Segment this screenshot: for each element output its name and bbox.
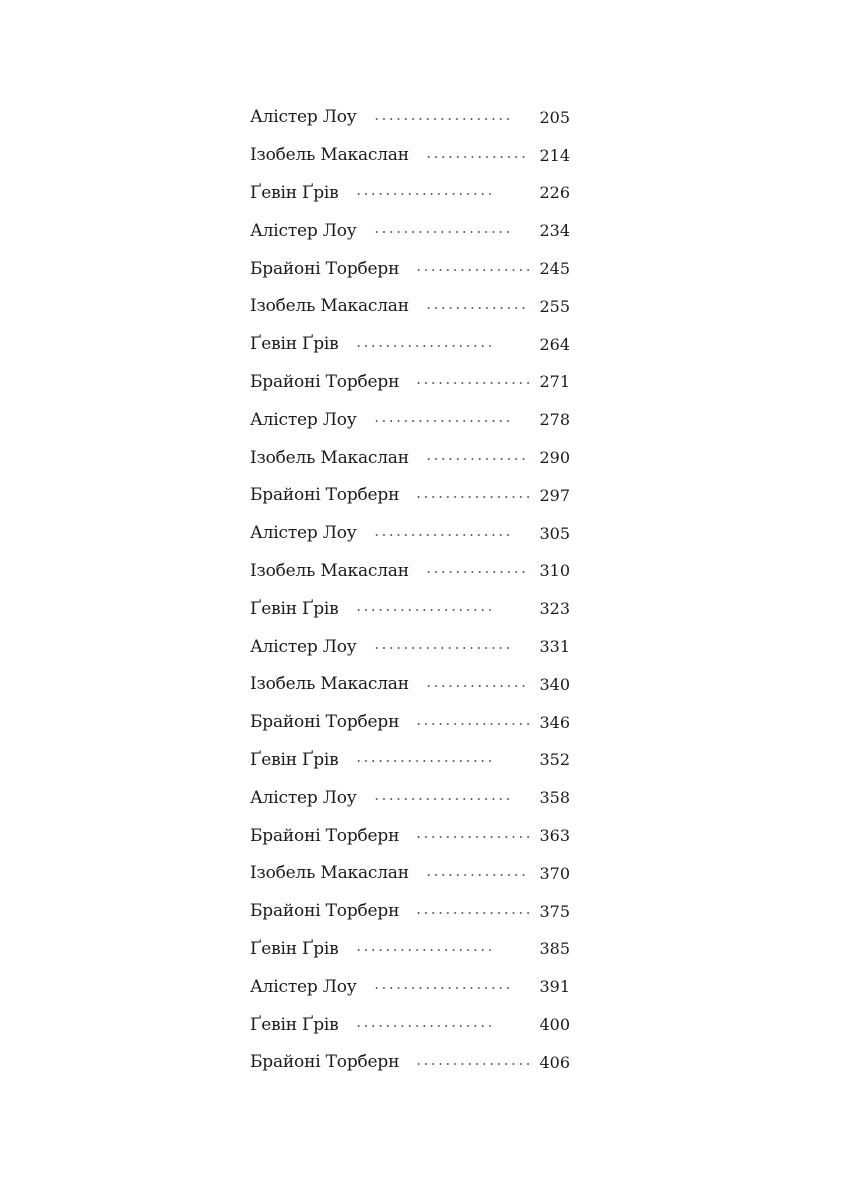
toc-entry [250, 666, 570, 704]
dot-leader [415, 496, 530, 498]
toc-entry-title: Брайоні Торберн [250, 485, 400, 506]
dot-leader [355, 760, 495, 762]
toc-entry [250, 855, 570, 893]
dot-leader [425, 458, 530, 460]
toc-entry-page-number: 385 [539, 939, 570, 959]
dot-leader [425, 685, 530, 687]
toc-entry-title: Алістер Лоу [250, 523, 357, 544]
toc-entry [250, 401, 570, 439]
toc-entry-page-number: 214 [539, 145, 570, 165]
dot-leader [415, 1063, 530, 1065]
dot-leader [425, 156, 530, 158]
toc-entry-title: Брайоні Торберн [250, 901, 400, 922]
toc-entry-page-number: 278 [539, 410, 570, 430]
toc-entry-page-number: 375 [539, 901, 570, 921]
toc-entry-page-number: 406 [539, 1052, 570, 1072]
dot-leader [415, 382, 530, 384]
dot-leader [425, 307, 530, 309]
dot-leader [425, 571, 530, 573]
toc-entry-title: Брайоні Торберн [250, 1052, 400, 1073]
toc-entry-page-number: 205 [539, 107, 570, 127]
toc-entry-page-number: 271 [539, 372, 570, 392]
toc-entry [250, 137, 570, 175]
toc-entry-title: Ізобель Макаслан [250, 145, 409, 166]
toc-entry-title: Алістер Лоу [250, 787, 357, 808]
toc-entry-title: Алістер Лоу [250, 220, 357, 241]
toc-entry-page-number: 346 [539, 712, 570, 732]
dot-leader [373, 987, 513, 989]
toc-entry-title: Брайоні Торберн [250, 825, 400, 846]
toc-entry [250, 326, 570, 364]
toc-entry [250, 628, 570, 666]
toc-entry-page-number: 310 [539, 561, 570, 581]
toc-entry [250, 99, 570, 137]
toc-entry-page-number: 358 [539, 788, 570, 808]
toc-entry-page-number: 340 [539, 674, 570, 694]
toc-entry-page-number: 297 [539, 485, 570, 505]
toc-entry-title: Ґевін Ґрів [250, 182, 339, 203]
dot-leader [355, 609, 495, 611]
toc-entry-title: Ізобель Макаслан [250, 674, 409, 695]
toc-entry-title: Брайоні Торберн [250, 371, 400, 392]
dot-leader [355, 345, 495, 347]
toc-entry-page-number: 245 [539, 259, 570, 279]
toc-entry-title: Брайоні Торберн [250, 258, 400, 279]
dot-leader [415, 836, 530, 838]
toc-entry-title: Ґевін Ґрів [250, 598, 339, 619]
dot-leader [415, 723, 530, 725]
toc-entry [250, 1006, 570, 1044]
toc-entry [250, 212, 570, 250]
toc-entry-title: Брайоні Торберн [250, 712, 400, 733]
toc-entry [250, 477, 570, 515]
toc-entry-page-number: 264 [539, 334, 570, 354]
toc-entry-page-number: 290 [539, 448, 570, 468]
toc-entry [250, 288, 570, 326]
toc-entry-title: Ґевін Ґрів [250, 938, 339, 959]
dot-leader [373, 647, 513, 649]
dot-leader [373, 798, 513, 800]
toc-entry [250, 515, 570, 553]
toc-entry-title: Алістер Лоу [250, 976, 357, 997]
toc-entry-page-number: 370 [539, 863, 570, 883]
toc-entry-page-number: 234 [539, 221, 570, 241]
toc-entry [250, 439, 570, 477]
toc-entry-page-number: 391 [539, 977, 570, 997]
toc-entry [250, 250, 570, 288]
toc-entry [250, 553, 570, 591]
toc-entry-title: Ізобель Макаслан [250, 447, 409, 468]
toc-entry [250, 968, 570, 1006]
toc-entry-page-number: 305 [539, 523, 570, 543]
toc-entry [250, 364, 570, 402]
toc-entry-page-number: 331 [539, 637, 570, 657]
toc-entry [250, 931, 570, 969]
dot-leader [355, 1025, 495, 1027]
toc-entry [250, 779, 570, 817]
dot-leader [373, 231, 513, 233]
toc-entry [250, 742, 570, 780]
toc-entry-page-number: 363 [539, 826, 570, 846]
toc-entry-title: Ізобель Макаслан [250, 560, 409, 581]
dot-leader [373, 534, 513, 536]
toc-entry [250, 1044, 570, 1082]
toc-entry-title: Алістер Лоу [250, 107, 357, 128]
dot-leader [415, 912, 530, 914]
dot-leader [373, 420, 513, 422]
toc-entry-title: Ґевін Ґрів [250, 334, 339, 355]
toc-entry-title: Ізобель Макаслан [250, 296, 409, 317]
toc-entry-title: Ґевін Ґрів [250, 749, 339, 770]
table-of-contents [250, 99, 570, 1082]
dot-leader [355, 193, 495, 195]
toc-entry [250, 590, 570, 628]
toc-entry [250, 175, 570, 213]
toc-entry [250, 893, 570, 931]
toc-entry-title: Ґевін Ґрів [250, 1014, 339, 1035]
toc-entry-page-number: 352 [539, 750, 570, 770]
toc-entry-page-number: 400 [539, 1015, 570, 1035]
toc-entry-title: Ізобель Макаслан [250, 863, 409, 884]
toc-entry [250, 817, 570, 855]
dot-leader [373, 118, 513, 120]
toc-entry-page-number: 255 [539, 296, 570, 316]
toc-entry [250, 704, 570, 742]
dot-leader [355, 949, 495, 951]
toc-entry-page-number: 323 [539, 599, 570, 619]
toc-entry-page-number: 226 [539, 183, 570, 203]
dot-leader [425, 874, 530, 876]
toc-entry-title: Алістер Лоу [250, 636, 357, 657]
toc-entry-title: Алістер Лоу [250, 409, 357, 430]
dot-leader [415, 269, 530, 271]
